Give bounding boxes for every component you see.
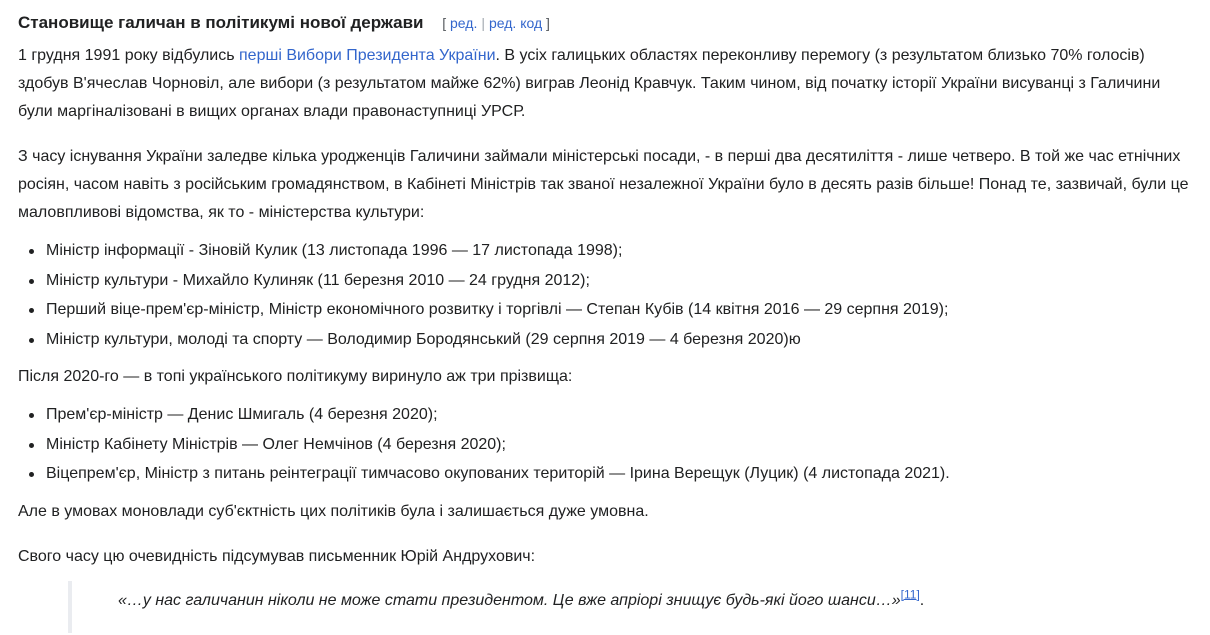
list-item: Міністр Кабінету Міністрів — Олег Немчінов (4 березня 2020); [46,430,1198,460]
paragraph-text: 1 грудня 1991 року відбулись [18,47,240,64]
list-item: Прем'єр-міністр — Денис Шмигаль (4 березня 2020); [46,400,1198,430]
paragraph-text: . В усіх галицьких областях переконливу перемогу (з результатом близько 70% голосів) здобув В'ячеслав Чорновіл, але вибори (з результатом майже 62%) виграв Леонід Кравчук. Таким чином, від початку історії України висуванці з Галичини були маргіналізовані в вищих органах влади правонаступниці УРСР. [18,47,1161,120]
citation-link[interactable]: [11] [900,587,920,602]
edit-separator: | [481,15,485,31]
paragraph-after-2020: Після 2020-го — в топі українського політикуму виринуло аж три прізвища: [18,368,573,385]
edit-bracket-close: ] [546,15,550,31]
edit-link[interactable]: ред. [450,15,478,31]
article-section [18,8,1198,633]
paragraph-elections [18,42,1198,126]
list-item: Віцепрем'єр, Міністр з питань реінтеграції тимчасово окупованих територій — Ірина Верещук (Луцик) (4 листопада 2021). [46,459,1198,489]
quote-block [68,581,1198,633]
ministers-list [18,236,1198,354]
edit-code-link[interactable]: ред. код [488,15,543,31]
list-item: Міністр інформації - Зіновій Кулик (13 листопада 1996 — 17 листопада 1998); [46,236,1198,266]
list-item: Міністр культури - Михайло Кулиняк (11 березня 2010 — 24 грудня 2012); [46,266,1198,296]
paragraph-monopower: Але в умовах моновлади суб'єктність цих політиків була і залишається дуже умовна. [18,502,649,520]
quote-end: . [919,591,925,609]
quote-text: «…у нас галичанин ніколи не може стати президентом. Це вже апріорі знищує будь-які його шанси…» [118,591,901,609]
elections-link[interactable]: перші Вибори Президента України [239,47,496,64]
section-title: Становище галичан в політикумі нової держави [18,13,424,32]
politicians-list [18,400,1198,489]
list-item: Міністр культури, молоді та спорту — Володимир Бородянський (29 серпня 2019 — 4 березня 2020)ю [46,325,1198,355]
paragraph-andrukhovych: Свого часу цю очевидність підсумував письменник Юрій Андрухович: [18,547,536,565]
section-heading [18,8,1198,38]
edit-bracket-open: [ [442,15,447,31]
paragraph-ministers: З часу існування України заледве кілька уродженців Галичини займали міністерські посади, - в перші два десятиліття - лише четверо. В той же час етнічних росіян, часом навіть з російським громадянством, в Кабінеті Міністрів так званої незалежної України було в десять разів більше! Понад те, зазвичай, були це маловпливові відомства, як то - міністерства культури: [18,148,1189,221]
edit-section-links [442,15,550,31]
list-item: Перший віце-прем'єр-міністр, Міністр економічного розвитку і торгівлі — Степан Кубів (14 квітня 2016 — 29 серпня 2019); [46,295,1198,325]
